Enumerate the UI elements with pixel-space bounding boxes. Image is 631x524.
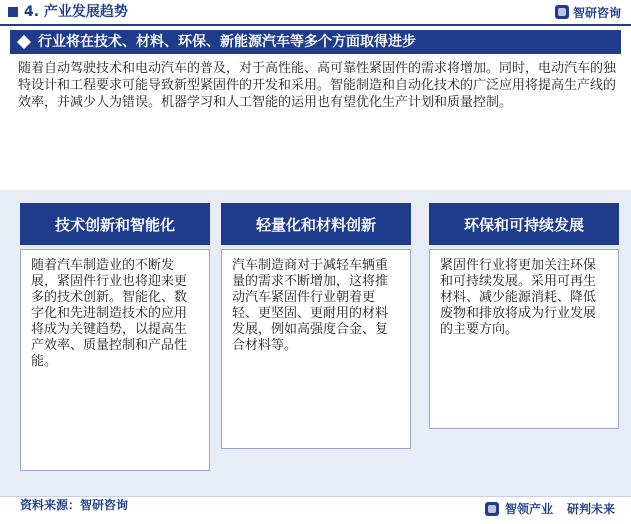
page-header	[0, 0, 631, 26]
logo-text: 智研咨询	[572, 5, 621, 20]
source-note: 资料来源：智研咨询	[20, 498, 129, 512]
slogan-logo-icon	[485, 502, 499, 516]
card-body: 汽车制造商对于减轻车辆重量的需求不断增加，这将推动汽车紧固件行业朝着更轻、更坚固、更耐用的材料发展，例如高强度合金、复合材料等。	[221, 249, 411, 449]
card-body: 随着汽车制造业的不断发展，紧固件行业也将迎来更多的技术创新。智能化、数字化和先进制造技术的应用将成为关键趋势，以提高生产效率、质量控制和产品性能。	[20, 249, 210, 471]
card-title: 环保和可持续发展	[429, 203, 619, 245]
slogan-left: 智领产业	[504, 502, 553, 516]
headline-banner	[10, 30, 621, 54]
logo-mark-icon	[555, 5, 569, 19]
banner-text: 行业将在技术、材料、环保、新能源汽车等多个方面取得进步	[38, 34, 416, 50]
section-square-icon	[8, 7, 18, 17]
brand-logo	[555, 3, 621, 21]
diamond-bullet-icon	[17, 35, 31, 49]
trend-card-sustainability	[429, 203, 619, 429]
brand-slogan	[483, 500, 615, 518]
card-body: 紧固件行业将更加关注环保和可持续发展。采用可再生材料、减少能源消耗、降低废物和排放将成为行业发展的主要方向。	[429, 249, 619, 429]
trend-card-materials	[221, 203, 411, 449]
intro-paragraph: 随着自动驾驶技术和电动汽车的普及，对于高性能、高可靠性紧固件的需求将增加。同时，电动汽车的独特设计和工程要求可能导致新型紧固件的开发和采用。智能制造和自动化技术的广泛应用将提高生产线的效率，并减少人为错误。机器学习和人工智能的运用也有望优化生产计划和质量控制。	[18, 61, 617, 110]
card-title: 技术创新和智能化	[20, 203, 210, 245]
slogan-right: 研判未来	[566, 502, 615, 516]
trend-card-technology	[20, 203, 210, 471]
header-divider	[0, 24, 631, 26]
section-title: 4. 产业发展趋势	[24, 4, 128, 20]
card-title: 轻量化和材料创新	[221, 203, 411, 245]
